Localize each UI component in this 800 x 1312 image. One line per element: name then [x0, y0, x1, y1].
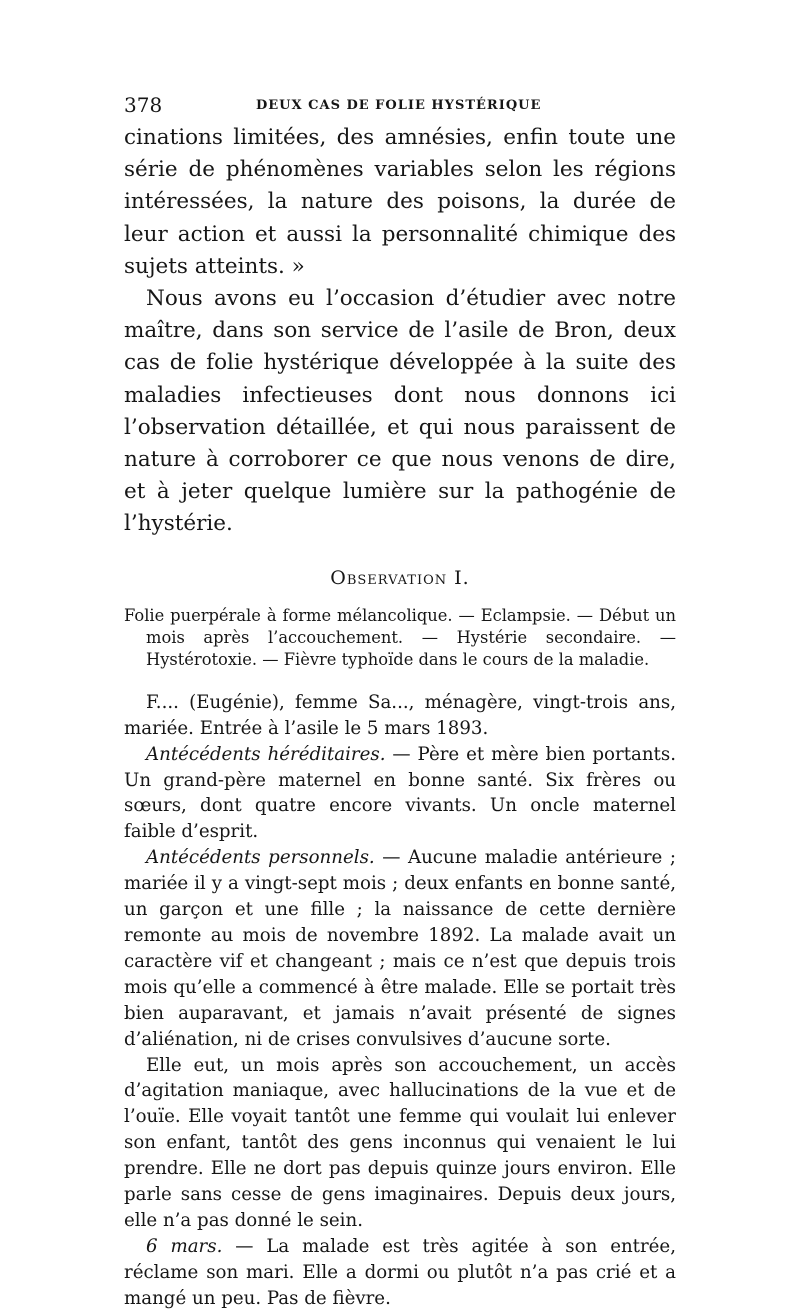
running-head	[124, 88, 676, 122]
observation-summary: Folie puerpérale à forme mélancolique. — Eclampsie. — Début un mois après l’accouchement. — Hystérie secondaire. — Hystérotoxie. — Fièvre typhoïde dans le cours de la maladie.	[124, 605, 676, 670]
running-title: DEUX CAS DE FOLIE HYSTÉRIQUE	[256, 98, 542, 113]
intro-text	[124, 122, 676, 541]
heredity-label: Antécédents héréditaires.	[146, 743, 386, 765]
personal-paragraph	[124, 845, 676, 1052]
intro-paragraph: Nous avons eu l’occasion d’étudier avec notre maître, dans son service de l’asile de Bron, deux cas de folie hystérique développée à la suite des maladies infectieuses dont nous donnons ici l’observation détaillée, et qui nous paraissent de nature à corroborer ce que nous venons de dire, et à jeter quelque lumière sur la pathogénie de l’hystérie.	[124, 286, 676, 537]
onset-paragraph: Elle eut, un mois après son accouchement, un accès d’agitation maniaque, avec hallucinations de la vue et de l’ouïe. Elle voyait tantôt une femme qui voulait lui enlever son enfant, tantôt des gens inconnus qui venaient le lui prendre. Elle ne dort pas depuis quinze jours environ. Elle parle sans cesse de gens imaginaires. Depuis deux jours, elle n’a pas donné le sein.	[124, 1054, 676, 1231]
observation-body	[124, 690, 676, 1312]
date-text: — La malade est très agitée à son entrée, réclame son mari. Elle a dormi ou plutôt n’a pas crié et a mangé un peu. Pas de fièvre.	[124, 1235, 676, 1309]
date-paragraph	[124, 1234, 676, 1312]
date-label: 6 mars.	[146, 1235, 223, 1257]
observation-title: Observation I.	[330, 566, 470, 589]
heredity-paragraph	[124, 742, 676, 846]
personal-label: Antécédents personnels.	[146, 847, 375, 869]
book-page	[124, 88, 676, 1312]
heredity-text: — Père et mère bien portants. Un grand-père maternel en bonne santé. Six frères ou sœurs, dont quatre encore vivants. Un oncle maternel faible d’esprit.	[124, 743, 676, 843]
patient-paragraph: F.... (Eugénie), femme Sa..., ménagère, vingt-trois ans, mariée. Entrée à l’asile le 5 mars 1893.	[124, 691, 676, 739]
intro-paragraph-continued: cinations limitées, des amnésies, enfin toute une série de phénomènes variables selon les régions intéressées, la nature des poisons, la durée de leur action et aussi la personnalité chimique des sujets atteints. »	[124, 125, 676, 279]
personal-text: — Aucune maladie antérieure ; mariée il y a vingt-sept mois ; deux enfants en bonne santé, un garçon et une fille ; la naissance de cette dernière remonte au mois de novembre 1892. La malade avait un caractère vif et changeant ; mais ce n’est que depuis trois mois qu’elle a commencé à être malade. Elle se portait très bien auparavant, et jamais n’avait présenté de signes d’aliénation, ni de crises convulsives d’aucune sorte.	[124, 847, 676, 1050]
page-number: 378	[124, 93, 163, 117]
